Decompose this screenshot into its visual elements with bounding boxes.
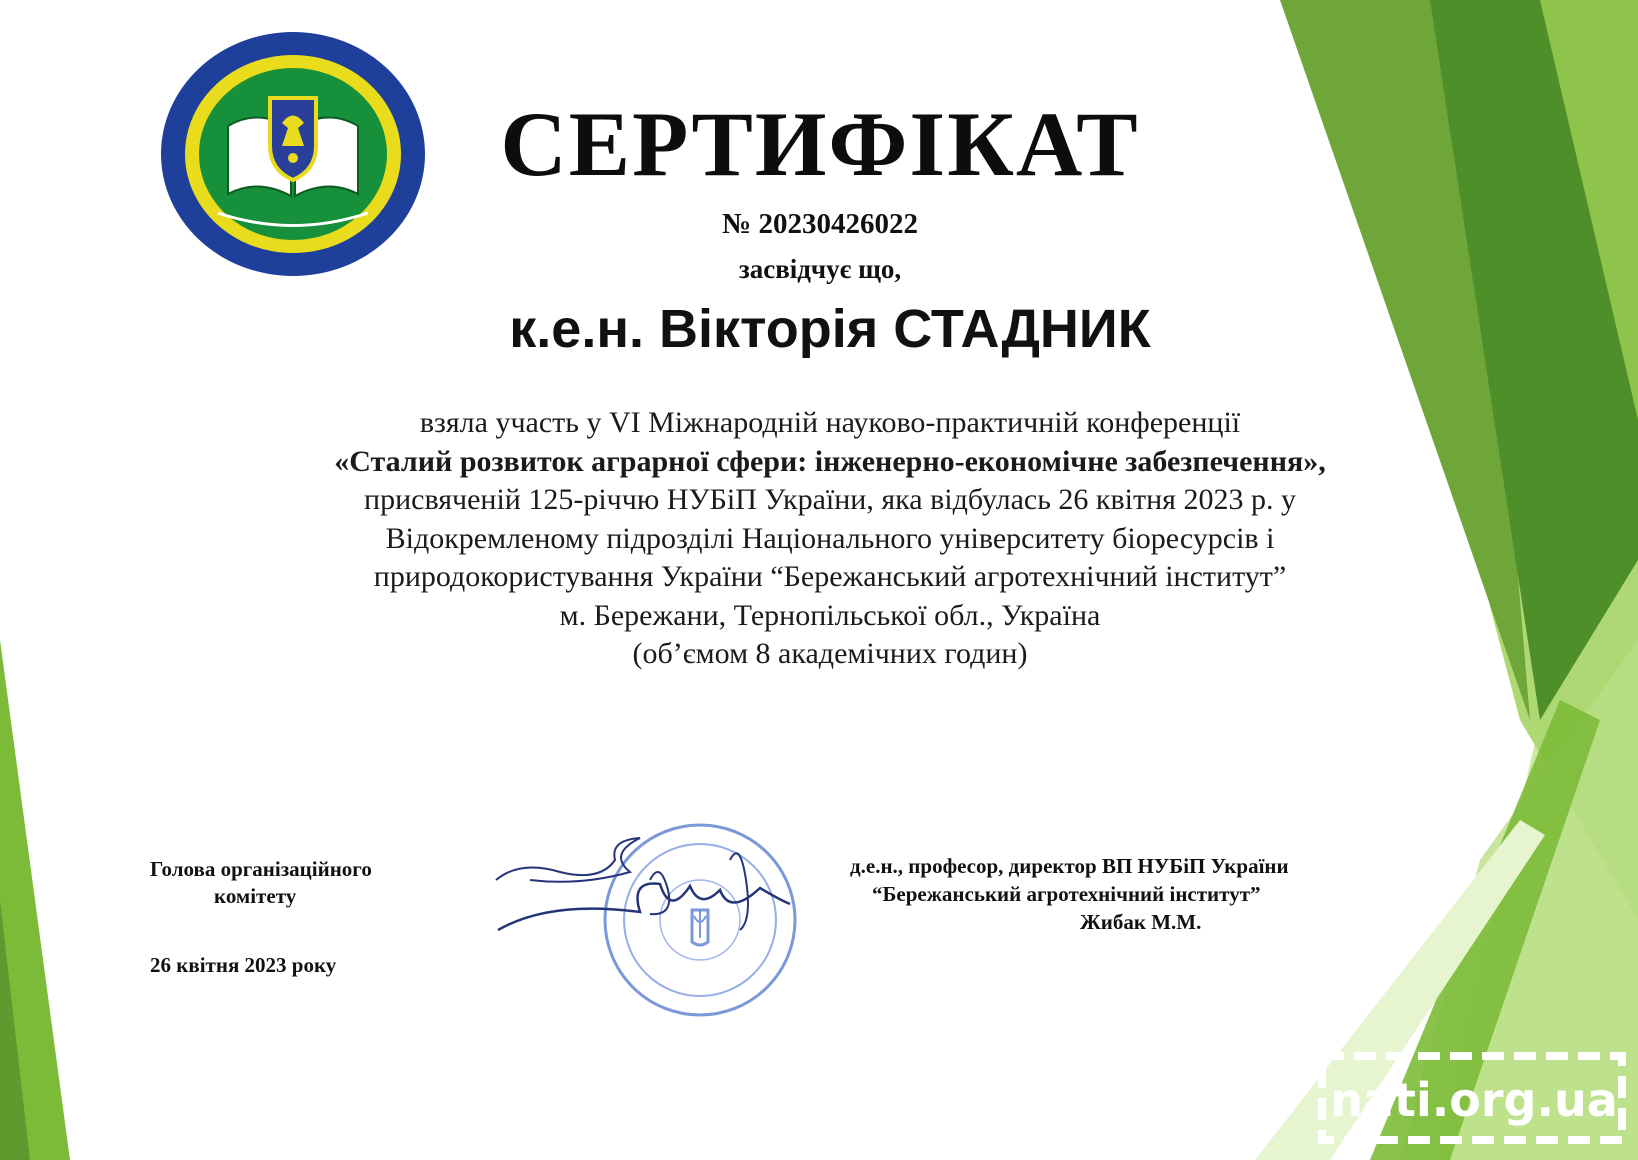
director-title-line2: “Бережанський агротехнічний інститут” — [872, 882, 1261, 906]
body-line: присвяченій 125-річчю НУБіП України, яка відбулась 26 квітня 2023 р. у — [364, 483, 1296, 516]
director-name: Жибак М.М. — [1080, 910, 1202, 934]
director-title-line1: д.е.н., професор, директор ВП НУБіП України — [850, 854, 1289, 878]
body-line: природокористування України “Бережанський агротехнічний інститут” — [373, 560, 1287, 593]
left-signatory — [150, 856, 450, 979]
recipient-name: к.е.н. Вікторія СТАДНИК — [509, 299, 1151, 359]
seal-and-signature — [490, 820, 830, 1020]
right-signatory — [850, 852, 1470, 936]
certificate-title: СЕРТИФІКАТ — [500, 93, 1140, 195]
body-line: (об’ємом 8 академічних годин) — [632, 637, 1028, 670]
certifies-text: засвідчує що, — [738, 254, 902, 284]
site-watermark — [1318, 1050, 1628, 1148]
watermark-text: nati.org.ua — [1330, 1073, 1618, 1127]
institute-emblem-logo — [158, 28, 428, 280]
committee-role-line2: комітету — [214, 884, 297, 908]
committee-role-line1: Голова організаційного — [150, 857, 372, 881]
body-line: Відокремленому підрозділі Національного університету біоресурсів і — [385, 521, 1275, 555]
issue-date: 26 квітня 2023 року — [150, 953, 337, 977]
conference-name: «Сталий розвиток аграрної сфери: інженерно-економічне забезпечення», — [334, 444, 1326, 478]
body-line: взяла участь у VI Міжнародній науково-практичній конференції — [419, 406, 1241, 439]
certificate-body — [180, 404, 1480, 674]
body-line: м. Бережани, Тернопільської обл., Україна — [559, 598, 1101, 632]
certificate-number: № 20230426022 — [722, 208, 918, 240]
